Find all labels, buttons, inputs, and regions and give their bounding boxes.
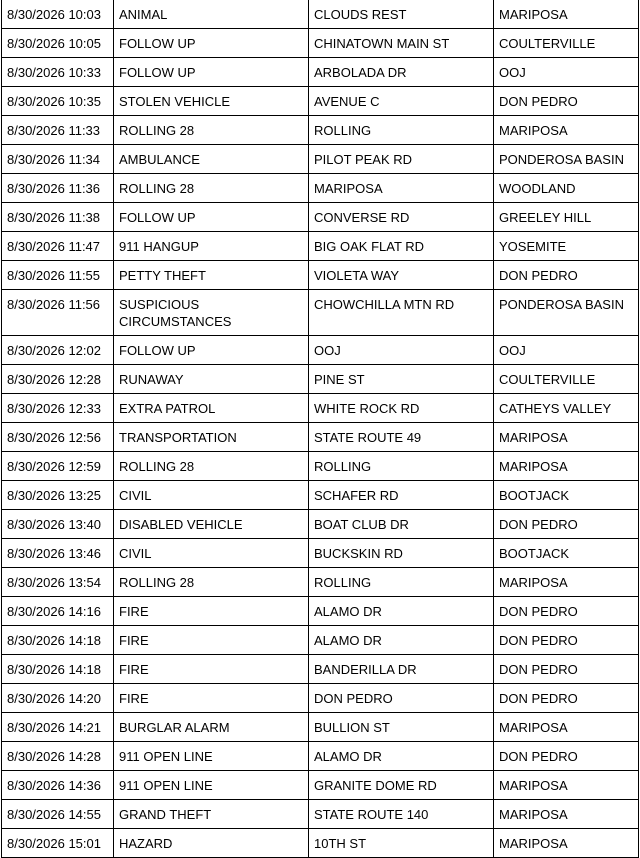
cell-incident-type: FOLLOW UP: [114, 29, 309, 58]
cell-incident-type: GRAND THEFT: [114, 800, 309, 829]
cell-incident-type: 911 OPEN LINE: [114, 771, 309, 800]
cell-datetime: 8/30/2026 14:36: [2, 771, 114, 800]
incident-log-table: [1, 0, 639, 858]
cell-datetime: 8/30/2026 14:18: [2, 655, 114, 684]
cell-incident-type: AMBULANCE: [114, 145, 309, 174]
cell-incident-type: ANIMAL: [114, 0, 309, 29]
cell-incident-type: RUNAWAY: [114, 365, 309, 394]
cell-incident-type: ROLLING 28: [114, 174, 309, 203]
table-row: [2, 713, 639, 742]
cell-location: 10TH ST: [309, 829, 494, 858]
cell-incident-type: CIVIL: [114, 539, 309, 568]
cell-datetime: 8/30/2026 11:38: [2, 203, 114, 232]
cell-datetime: 8/30/2026 14:55: [2, 800, 114, 829]
cell-incident-type: PETTY THEFT: [114, 261, 309, 290]
cell-datetime: 8/30/2026 12:33: [2, 394, 114, 423]
cell-area: MARIPOSA: [494, 829, 639, 858]
cell-area: GREELEY HILL: [494, 203, 639, 232]
cell-area: MARIPOSA: [494, 116, 639, 145]
cell-incident-type: ROLLING 28: [114, 568, 309, 597]
cell-location: ALAMO DR: [309, 626, 494, 655]
table-row: [2, 510, 639, 539]
cell-location: BANDERILLA DR: [309, 655, 494, 684]
cell-incident-type: EXTRA PATROL: [114, 394, 309, 423]
cell-location: BUCKSKIN RD: [309, 539, 494, 568]
cell-datetime: 8/30/2026 10:03: [2, 0, 114, 29]
cell-location: STATE ROUTE 140: [309, 800, 494, 829]
cell-incident-type: ROLLING 28: [114, 452, 309, 481]
cell-incident-type: FIRE: [114, 655, 309, 684]
cell-datetime: 8/30/2026 11:33: [2, 116, 114, 145]
cell-datetime: 8/30/2026 13:25: [2, 481, 114, 510]
cell-area: DON PEDRO: [494, 261, 639, 290]
cell-location: ALAMO DR: [309, 597, 494, 626]
cell-area: PONDEROSA BASIN: [494, 290, 639, 336]
cell-datetime: 8/30/2026 11:55: [2, 261, 114, 290]
table-row: [2, 684, 639, 713]
table-row: [2, 0, 639, 29]
cell-incident-type: HAZARD: [114, 829, 309, 858]
cell-location: ROLLING: [309, 568, 494, 597]
table-row: [2, 116, 639, 145]
table-row: [2, 336, 639, 365]
cell-area: DON PEDRO: [494, 655, 639, 684]
cell-incident-type: FOLLOW UP: [114, 203, 309, 232]
cell-datetime: 8/30/2026 13:46: [2, 539, 114, 568]
cell-datetime: 8/30/2026 10:33: [2, 58, 114, 87]
cell-area: MARIPOSA: [494, 0, 639, 29]
cell-datetime: 8/30/2026 14:20: [2, 684, 114, 713]
table-row: [2, 626, 639, 655]
cell-location: ROLLING: [309, 452, 494, 481]
cell-area: MARIPOSA: [494, 771, 639, 800]
table-row: [2, 800, 639, 829]
cell-datetime: 8/30/2026 14:21: [2, 713, 114, 742]
cell-area: DON PEDRO: [494, 684, 639, 713]
cell-datetime: 8/30/2026 12:28: [2, 365, 114, 394]
cell-incident-type: ROLLING 28: [114, 116, 309, 145]
table-row: [2, 290, 639, 336]
cell-area: MARIPOSA: [494, 568, 639, 597]
cell-incident-type: CIVIL: [114, 481, 309, 510]
cell-location: BOAT CLUB DR: [309, 510, 494, 539]
table-row: [2, 655, 639, 684]
cell-area: PONDEROSA BASIN: [494, 145, 639, 174]
cell-location: GRANITE DOME RD: [309, 771, 494, 800]
table-row: [2, 394, 639, 423]
table-row: [2, 145, 639, 174]
table-row: [2, 481, 639, 510]
table-row: [2, 829, 639, 858]
table-row: [2, 365, 639, 394]
table-row: [2, 568, 639, 597]
cell-area: OOJ: [494, 58, 639, 87]
cell-datetime: 8/30/2026 14:28: [2, 742, 114, 771]
table-row: [2, 539, 639, 568]
cell-area: CATHEYS VALLEY: [494, 394, 639, 423]
cell-location: CLOUDS REST: [309, 0, 494, 29]
cell-incident-type: SUSPICIOUS CIRCUMSTANCES: [114, 290, 309, 336]
cell-datetime: 8/30/2026 10:35: [2, 87, 114, 116]
cell-incident-type: FIRE: [114, 597, 309, 626]
cell-area: DON PEDRO: [494, 510, 639, 539]
cell-area: YOSEMITE: [494, 232, 639, 261]
cell-incident-type: BURGLAR ALARM: [114, 713, 309, 742]
table-row: [2, 742, 639, 771]
cell-location: BULLION ST: [309, 713, 494, 742]
cell-location: CHINATOWN MAIN ST: [309, 29, 494, 58]
cell-datetime: 8/30/2026 12:59: [2, 452, 114, 481]
cell-datetime: 8/30/2026 13:40: [2, 510, 114, 539]
cell-datetime: 8/30/2026 11:36: [2, 174, 114, 203]
cell-area: DON PEDRO: [494, 597, 639, 626]
cell-location: MARIPOSA: [309, 174, 494, 203]
cell-datetime: 8/30/2026 12:02: [2, 336, 114, 365]
cell-location: STATE ROUTE 49: [309, 423, 494, 452]
table-row: [2, 58, 639, 87]
cell-location: ARBOLADA DR: [309, 58, 494, 87]
cell-area: DON PEDRO: [494, 742, 639, 771]
cell-location: WHITE ROCK RD: [309, 394, 494, 423]
cell-datetime: 8/30/2026 12:56: [2, 423, 114, 452]
cell-datetime: 8/30/2026 11:56: [2, 290, 114, 336]
cell-location: PINE ST: [309, 365, 494, 394]
cell-datetime: 8/30/2026 11:34: [2, 145, 114, 174]
cell-incident-type: STOLEN VEHICLE: [114, 87, 309, 116]
table-row: [2, 452, 639, 481]
cell-location: CHOWCHILLA MTN RD: [309, 290, 494, 336]
cell-incident-type: FOLLOW UP: [114, 58, 309, 87]
cell-area: MARIPOSA: [494, 800, 639, 829]
cell-incident-type: FIRE: [114, 684, 309, 713]
cell-area: WOODLAND: [494, 174, 639, 203]
cell-area: OOJ: [494, 336, 639, 365]
cell-datetime: 8/30/2026 15:01: [2, 829, 114, 858]
cell-location: SCHAFER RD: [309, 481, 494, 510]
table-row: [2, 261, 639, 290]
table-row: [2, 203, 639, 232]
cell-incident-type: 911 HANGUP: [114, 232, 309, 261]
cell-datetime: 8/30/2026 10:05: [2, 29, 114, 58]
cell-incident-type: 911 OPEN LINE: [114, 742, 309, 771]
cell-area: COULTERVILLE: [494, 365, 639, 394]
cell-location: AVENUE C: [309, 87, 494, 116]
cell-area: DON PEDRO: [494, 626, 639, 655]
table-row: [2, 597, 639, 626]
cell-area: COULTERVILLE: [494, 29, 639, 58]
cell-incident-type: TRANSPORTATION: [114, 423, 309, 452]
cell-area: DON PEDRO: [494, 87, 639, 116]
table-row: [2, 29, 639, 58]
cell-area: MARIPOSA: [494, 423, 639, 452]
cell-datetime: 8/30/2026 14:16: [2, 597, 114, 626]
cell-incident-type: DISABLED VEHICLE: [114, 510, 309, 539]
cell-location: ALAMO DR: [309, 742, 494, 771]
table-row: [2, 87, 639, 116]
table-row: [2, 232, 639, 261]
cell-area: MARIPOSA: [494, 452, 639, 481]
table-row: [2, 423, 639, 452]
cell-area: BOOTJACK: [494, 539, 639, 568]
cell-incident-type: FIRE: [114, 626, 309, 655]
cell-location: CONVERSE RD: [309, 203, 494, 232]
cell-area: MARIPOSA: [494, 713, 639, 742]
table-row: [2, 174, 639, 203]
cell-location: OOJ: [309, 336, 494, 365]
cell-datetime: 8/30/2026 14:18: [2, 626, 114, 655]
cell-incident-type: FOLLOW UP: [114, 336, 309, 365]
cell-location: DON PEDRO: [309, 684, 494, 713]
table-row: [2, 771, 639, 800]
cell-location: PILOT PEAK RD: [309, 145, 494, 174]
cell-area: BOOTJACK: [494, 481, 639, 510]
cell-location: BIG OAK FLAT RD: [309, 232, 494, 261]
incident-log-body: [2, 0, 639, 858]
cell-location: VIOLETA WAY: [309, 261, 494, 290]
cell-datetime: 8/30/2026 11:47: [2, 232, 114, 261]
cell-location: ROLLING: [309, 116, 494, 145]
cell-datetime: 8/30/2026 13:54: [2, 568, 114, 597]
